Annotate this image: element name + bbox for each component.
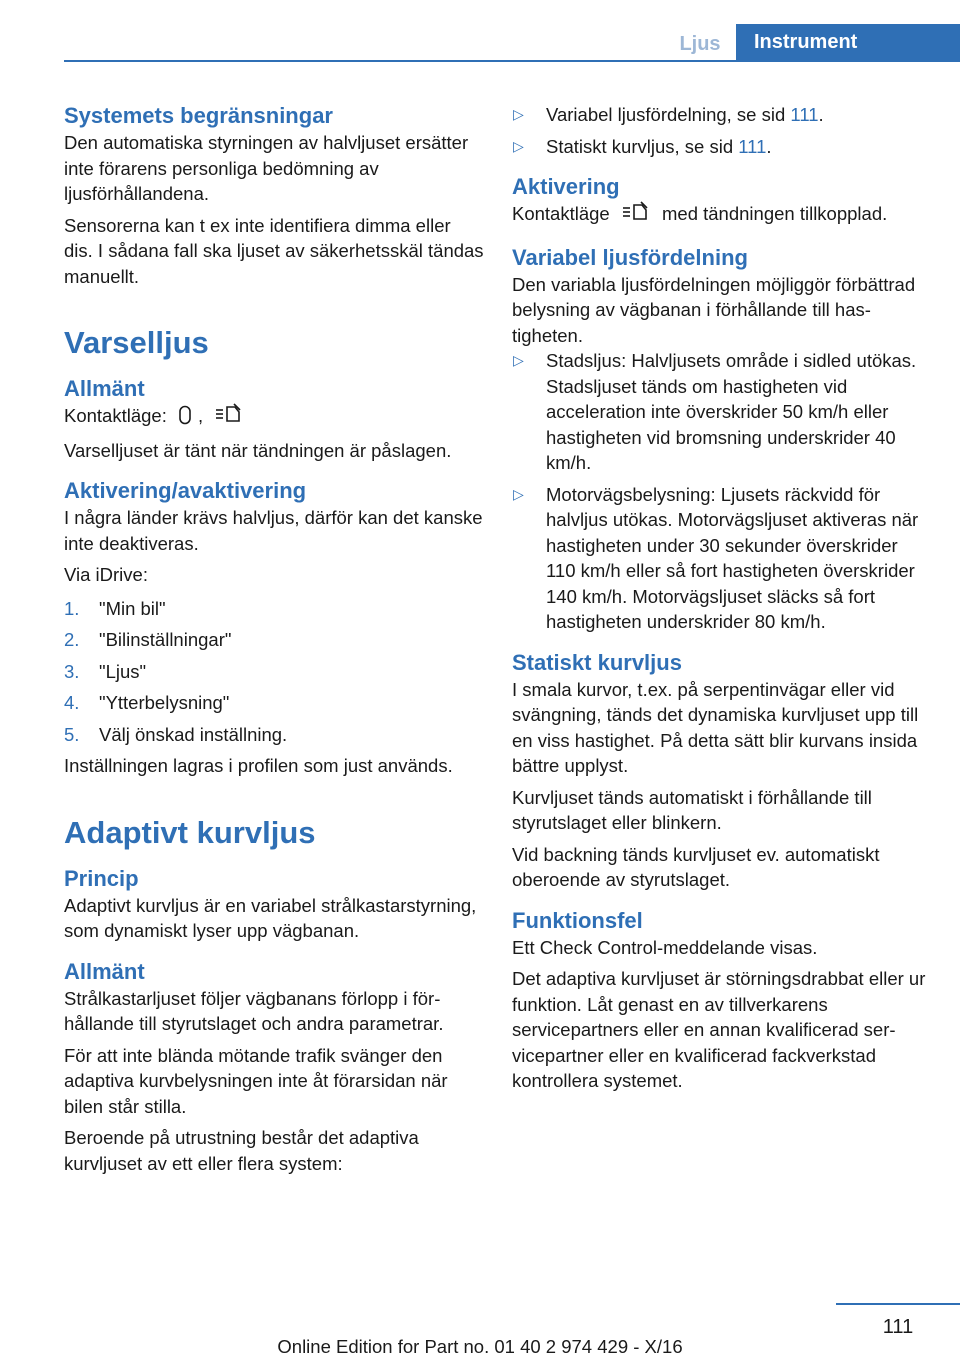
header-tab-chapter: Instrument bbox=[736, 24, 960, 61]
heading-adaptivt-kurvljus: Adaptivt kurvljus bbox=[64, 814, 316, 850]
edition-footer: Online Edition for Part no. 01 40 2 974 429 - X/16 bbox=[277, 1336, 683, 1357]
footer-rule bbox=[836, 1303, 960, 1305]
triangle-bullet-icon: ▷ bbox=[513, 352, 524, 368]
idrive-steps-list bbox=[64, 596, 484, 748]
list-item: 5. Välj önskad inställning. bbox=[64, 723, 288, 745]
heading-statiskt-kurvljus: Statiskt kurvljus bbox=[512, 649, 682, 675]
system-list bbox=[512, 102, 930, 159]
list-item: 3. "Ljus" bbox=[64, 660, 147, 682]
heading-varselljus: Varselljus bbox=[64, 325, 209, 360]
triangle-bullet-icon: ▷ bbox=[513, 485, 524, 502]
list-item: ▷ Motorvägsbelysning: Ljusets räckvidd för halvljus utökas. Motorvägsljuset aktiveras när hastigheten under 30 sekunder överskrider 110 km/h eller så fort hastigheten överskrider 140 km/h. Motorvägsljuset släcks så fort hastigheten underskrider 80 km/h. bbox=[513, 483, 919, 632]
paragraph-kontaktlage bbox=[64, 403, 484, 432]
heading-funktionsfel: Funktionsfel bbox=[512, 907, 643, 933]
right-column bbox=[512, 102, 930, 1094]
paragraph: Sensorerna kan t ex inte identifiera dimma eller dis. I sådana fall ska ljuset av säkerhetsskäl tändas manuellt. bbox=[64, 214, 484, 287]
header-tab-section: Ljus bbox=[679, 33, 721, 55]
paragraph: Den automatiska styrningen av halvljuset ersätter inte förarens personliga bedömning av ljusförhållandena. bbox=[64, 132, 469, 204]
paragraph: Beroende på utrustning består det adaptiva kurvljuset av ett eller flera system: bbox=[64, 1127, 419, 1174]
heading-aktivering: Aktivering bbox=[512, 174, 620, 199]
paragraph: Kurvljuset tänds automatiskt i förhållande till styrutslaget eller blinkern. bbox=[512, 786, 872, 833]
kontaktlage-label: Kontaktläge: bbox=[64, 405, 167, 426]
drive-ready-icon bbox=[621, 201, 651, 230]
paragraph: Via iDrive: bbox=[64, 564, 148, 585]
drive-ready-icon bbox=[214, 403, 244, 432]
paragraph: Det adaptiva kurvljuset är störningsdrabbat eller ur funktion. Låt genast en av tillverkarens servicepartners eller en annan kvalificerad servicepartner eller en kvalificerad fackverkstad kontrollera systemet. bbox=[512, 968, 926, 1091]
light-mode-list bbox=[512, 348, 930, 635]
list-item: 2. "Bilinställningar" bbox=[64, 629, 232, 650]
heading-aktivering-avaktivering: Aktivering/avaktivering bbox=[64, 478, 307, 503]
list-item: ▷ Variabel ljusfördelning, se sid 111. bbox=[512, 102, 930, 128]
paragraph: Varselljuset är tänt när tändningen är påslagen. bbox=[64, 439, 452, 461]
heading-systemets-begransningar: Systemets begränsningar bbox=[64, 103, 333, 128]
triangle-bullet-icon: ▷ bbox=[513, 137, 524, 154]
paragraph: I några länder krävs halvljus, därför kan det kanske inte deaktiveras. bbox=[64, 507, 483, 554]
paragraph: Vid backning tänds kurvljuset ev. automatiskt oberoende av styrutslaget. bbox=[512, 843, 880, 890]
heading-variabel-ljusfordelning: Variabel ljusfördelning bbox=[512, 244, 748, 270]
list-item: ▷ Statiskt kurvljus, se sid 111. bbox=[512, 134, 930, 160]
ignition-on-icon bbox=[178, 405, 192, 432]
paragraph: Adaptivt kurvljus är en variabel strålkastarstyrning, som dynamiskt lyser upp vägbanan. bbox=[64, 894, 477, 941]
page-number: 111 bbox=[882, 1316, 914, 1338]
list-item: ▷ Stadsljus: Halvljusets område i sidled utökas. Stadsljuset tänds om hastigheten vid acceleration inte överskrider 50 km/h eller hastigheten vid bromsning underskrider 40 km/h. bbox=[513, 350, 917, 473]
paragraph: Inställningen lagras i profilen som just används. bbox=[64, 755, 453, 776]
separator: , bbox=[198, 405, 204, 426]
heading-allmant-2: Allmänt bbox=[64, 958, 145, 984]
page-link[interactable]: 111 bbox=[790, 104, 819, 125]
left-column bbox=[64, 102, 484, 1176]
triangle-bullet-icon: ▷ bbox=[513, 106, 524, 122]
page-link[interactable]: 111 bbox=[738, 135, 767, 157]
paragraph: Strålkastarljuset följer vägbanans förlopp i förhållande till styrutslaget och andra parametrar. bbox=[64, 987, 444, 1034]
paragraph: För att inte blända mötande trafik svänger den adaptiva kurvbelysningen inte åt förarsidan när bilen står stilla. bbox=[64, 1044, 448, 1117]
paragraph-kontaktlage: Kontaktläge med tändningen tillkopplad. bbox=[512, 201, 930, 230]
paragraph: Ett Check Control-meddelande visas. bbox=[512, 936, 818, 958]
paragraph: I smala kurvor, t.ex. på serpentinvägar eller vid svängning, tänds det dynamiska kurvljuset upp till en viss hastighet. På detta sätt blir kurvans insida bättre upplyst. bbox=[512, 678, 919, 776]
paragraph: Den variabla ljusfördelningen möjliggör förbättrad belysning av vägbanan i förhållande till hastigheten. bbox=[512, 273, 916, 346]
list-item: 4. "Ytterbelysning" bbox=[64, 692, 230, 713]
list-item: 1. "Min bil" bbox=[64, 597, 166, 619]
heading-allmant: Allmänt bbox=[64, 376, 145, 401]
heading-princip: Princip bbox=[64, 865, 139, 891]
